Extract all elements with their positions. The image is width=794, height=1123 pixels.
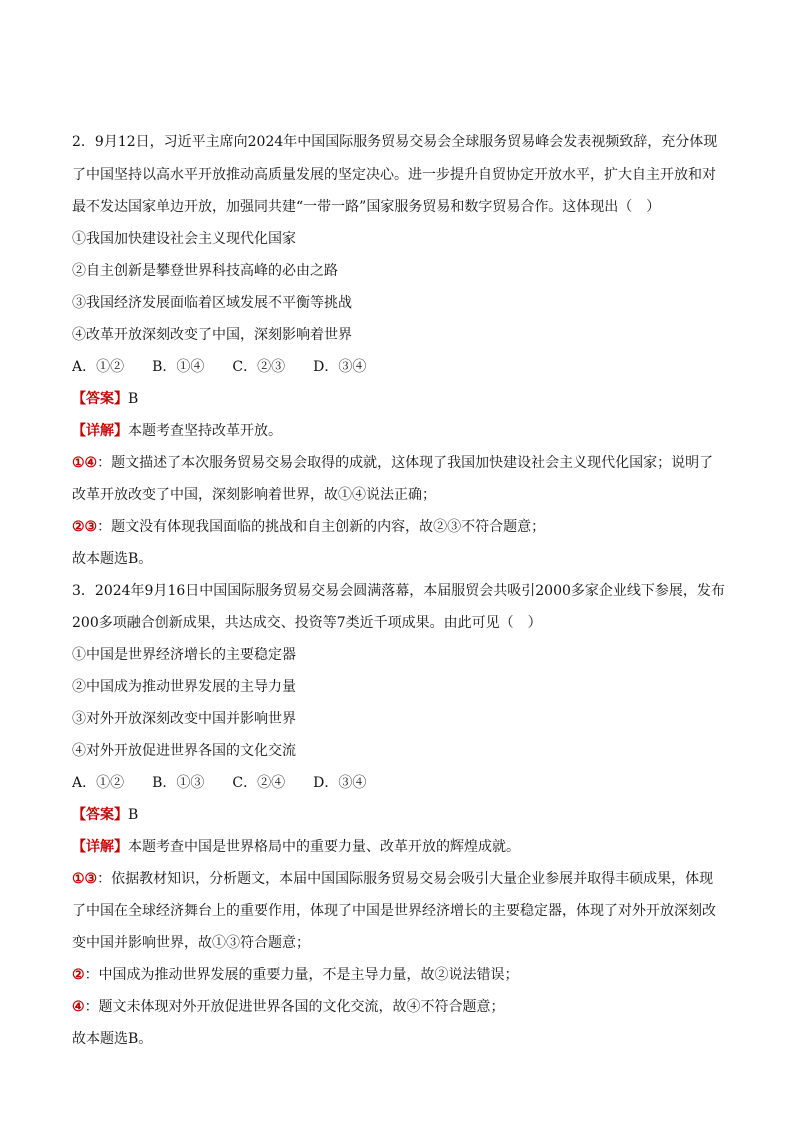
q3-analysis-3-text-1: ：题文未体现对外开放促进世界各国的文化交流，故④不符合题意； <box>84 999 505 1015</box>
q2-analysis-2-text-1: ：题文没有体现我国面临的挑战和自主创新的内容，故②③不符合题意； <box>97 519 546 535</box>
q2-option-1: ①我国加快建设社会主义现代化国家 <box>72 231 296 247</box>
q2-detail-tag: 【详解】 <box>72 423 128 439</box>
q2-analysis-1-line-1 <box>72 453 732 473</box>
q3-answer-value: B <box>128 807 139 823</box>
q2-stem-line-1: 2．9月12日，习近平主席向2024年中国国际服务贸易交易会全球服务贸易峰会发表视频致辞，充分体现 <box>72 134 718 150</box>
q3-analysis-1-label: ①③ <box>72 871 98 887</box>
q2-answer-value: B <box>128 391 139 407</box>
q3-analysis-3-label: ④ <box>72 999 85 1015</box>
q3-detail <box>72 837 732 857</box>
q2-analysis-2-label: ②③ <box>72 519 98 535</box>
q2-choices: A．①② B．①④ C．②③ D．③④ <box>72 359 367 375</box>
q3-analysis-1-line-3: 变中国并影响世界，故①③符合题意； <box>72 935 310 951</box>
q3-stem-line-2: 200多项融合创新成果，共达成交、投资等7类近千项成果。由此可见（ ） <box>72 615 542 631</box>
q2-answer <box>72 389 732 409</box>
q3-detail-intro: 本题考查中国是世界格局中的重要力量、改革开放的辉煌成就。 <box>128 839 520 855</box>
q2-analysis-1-label: ①④ <box>72 455 98 471</box>
q2-analysis-2-line-1 <box>72 517 732 537</box>
q3-analysis-1-line-2: 了中国在全球经济舞台上的重要作用，体现了中国是世界经济增长的主要稳定器，体现了对外开放深刻改 <box>72 903 716 919</box>
q3-analysis-2-label: ② <box>72 967 85 983</box>
q3-analysis-2-line-1 <box>72 965 732 985</box>
q2-stem-line-2: 了中国坚持以高水平开放推动高质量发展的坚定决心。进一步提升自贸协定开放水平，扩大自主开放和对 <box>72 167 716 183</box>
q3-option-3: ③对外开放深刻改变中国并影响世界 <box>72 711 296 727</box>
q2-detail-intro: 本题考查坚持改革开放。 <box>128 423 282 439</box>
q3-option-4: ④对外开放促进世界各国的文化交流 <box>72 743 296 759</box>
q3-analysis-1-text-1: ：依据教材知识，分析题文，本届中国国际服务贸易交易会吸引大量企业参展并取得丰硕成果，体现 <box>97 871 714 887</box>
q2-analysis-1-text-1: ：题文描述了本次服务贸易交易会取得的成就，这体现了我国加快建设社会主义现代化国家；说明了 <box>97 455 714 471</box>
q3-analysis-3-line-1 <box>72 997 732 1017</box>
q3-option-2: ②中国成为推动世界发展的主导力量 <box>72 679 296 695</box>
q3-choices: A．①② B．①③ C．②④ D．③④ <box>72 775 367 791</box>
q3-detail-tag: 【详解】 <box>72 839 128 855</box>
q3-answer-tag: 【答案】 <box>72 807 128 823</box>
q2-detail <box>72 421 732 441</box>
q3-analysis-1-line-1 <box>72 869 732 889</box>
q2-analysis-1-line-2: 改革开放改变了中国，深刻影响着世界，故①④说法正确； <box>72 487 436 503</box>
q3-answer <box>72 805 732 825</box>
q2-conclusion: 故本题选B。 <box>72 551 153 567</box>
q3-option-1: ①中国是世界经济增长的主要稳定器 <box>72 647 296 663</box>
q3-conclusion: 故本题选B。 <box>72 1031 153 1047</box>
q2-option-3: ③我国经济发展面临着区域发展不平衡等挑战 <box>72 295 352 311</box>
q2-answer-tag: 【答案】 <box>72 391 128 407</box>
q2-stem-line-3: 最不发达国家单边开放，加强同共建“一带一路”国家服务贸易和数字贸易合作。这体现出（ ） <box>72 199 661 215</box>
q3-analysis-2-text-1: ：中国成为推动世界发展的重要力量，不是主导力量，故②说法错误； <box>84 967 519 983</box>
q2-option-4: ④改革开放深刻改变了中国，深刻影响着世界 <box>72 327 352 343</box>
q3-stem-line-1: 3．2024年9月16日中国国际服务贸易交易会圆满落幕，本届服贸会共吸引2000多家企业线下参展，发布 <box>72 583 725 599</box>
q2-option-2: ②自主创新是攀登世界科技高峰的必由之路 <box>72 263 338 279</box>
